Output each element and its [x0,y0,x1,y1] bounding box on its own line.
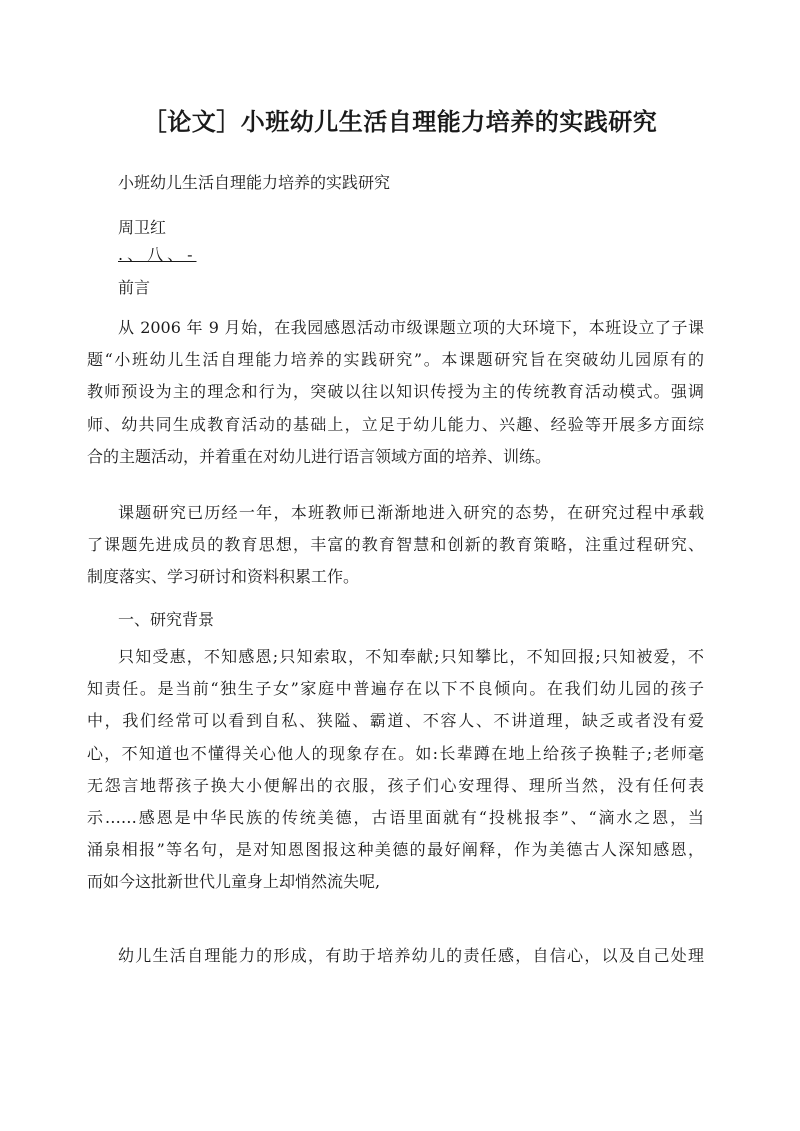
paragraph-line: 无怨言地帮孩子换大小便解出的衣服，孩子们心安理得、理所当然，没有任何表 [87,775,704,795]
paragraph-line: 制度落实、学习研讨和资料积累工作。 [87,567,360,587]
paragraph-line: 幼儿生活自理能力的形成，有助于培养幼儿的责任感，自信心，以及自己处理 [118,946,704,965]
paragraph-line: 教师预设为主的理念和行为，突破以往以知识传授为主的传统教育活动模式。强调 [87,382,704,402]
paragraph-line: 课题研究已历经一年，本班教师已渐渐地进入研究的态势，在研究过程中承载 [118,503,704,522]
progress-paragraph [87,497,704,594]
paragraph-line: 中，我们经常可以看到自私、狭隘、霸道、不容人、不讲道理，缺乏或者没有爱 [87,711,704,731]
paragraph-line: 从 2006 年 9 月始，在我园感恩活动市级课题立项的大环境下，本班设立了子课 [118,318,704,337]
paragraph-line: 示……感恩是中华民族的传统美德，古语里面就有“投桃报李”、“滴水之恩，当 [87,808,704,828]
paragraph-line: 了课题先进成员的教育思想，丰富的教育智慧和创新的教育策略，注重过程研究、 [87,535,704,555]
section-marker: .、八、- [118,245,197,264]
paragraph-line: 题“小班幼儿生活自理能力培养的实践研究”。本课题研究旨在突破幼儿园原有的 [87,350,704,370]
section-heading-background: 一、研究背景 [118,610,215,629]
paragraph-line: 只知受惠，不知感恩;只知索取，不知奉献;只知攀比，不知回报;只知被爱，不 [118,647,704,666]
document-title: ［论文］小班幼儿生活自理能力培养的实践研究 [142,107,658,136]
preface-paragraph [87,312,704,473]
paragraph-line: 涌泉相报”等名句，是对知恩图报这种美德的最好阐释，作为美德古人深知感恩， [87,840,704,860]
document-subtitle: 小班幼儿生活自理能力培养的实践研究 [118,173,391,192]
paragraph-line: 心，不知道也不懂得关心他人的现象存在。如:长辈蹲在地上给孩子换鞋子;老师毫 [87,743,704,763]
background-paragraph [87,641,704,899]
paragraph-line: 师、幼共同生成教育活动的基础上，立足于幼儿能力、兴趣、经验等开展多方面综 [87,414,704,434]
paragraph-line: 合的主题活动，并着重在对幼儿进行语言领域方面的培养、训练。 [87,446,552,466]
paragraph-line: 而如今这批新世代儿童身上却悄然流失呢, [87,872,381,892]
paragraph-line: 知责任。是当前“独生子女”家庭中普遍存在以下不良倾向。在我们幼儿园的孩子 [87,679,704,699]
author-name: 周卫红 [118,218,167,237]
preface-heading: 前言 [118,278,151,297]
self-care-paragraph [118,940,704,972]
